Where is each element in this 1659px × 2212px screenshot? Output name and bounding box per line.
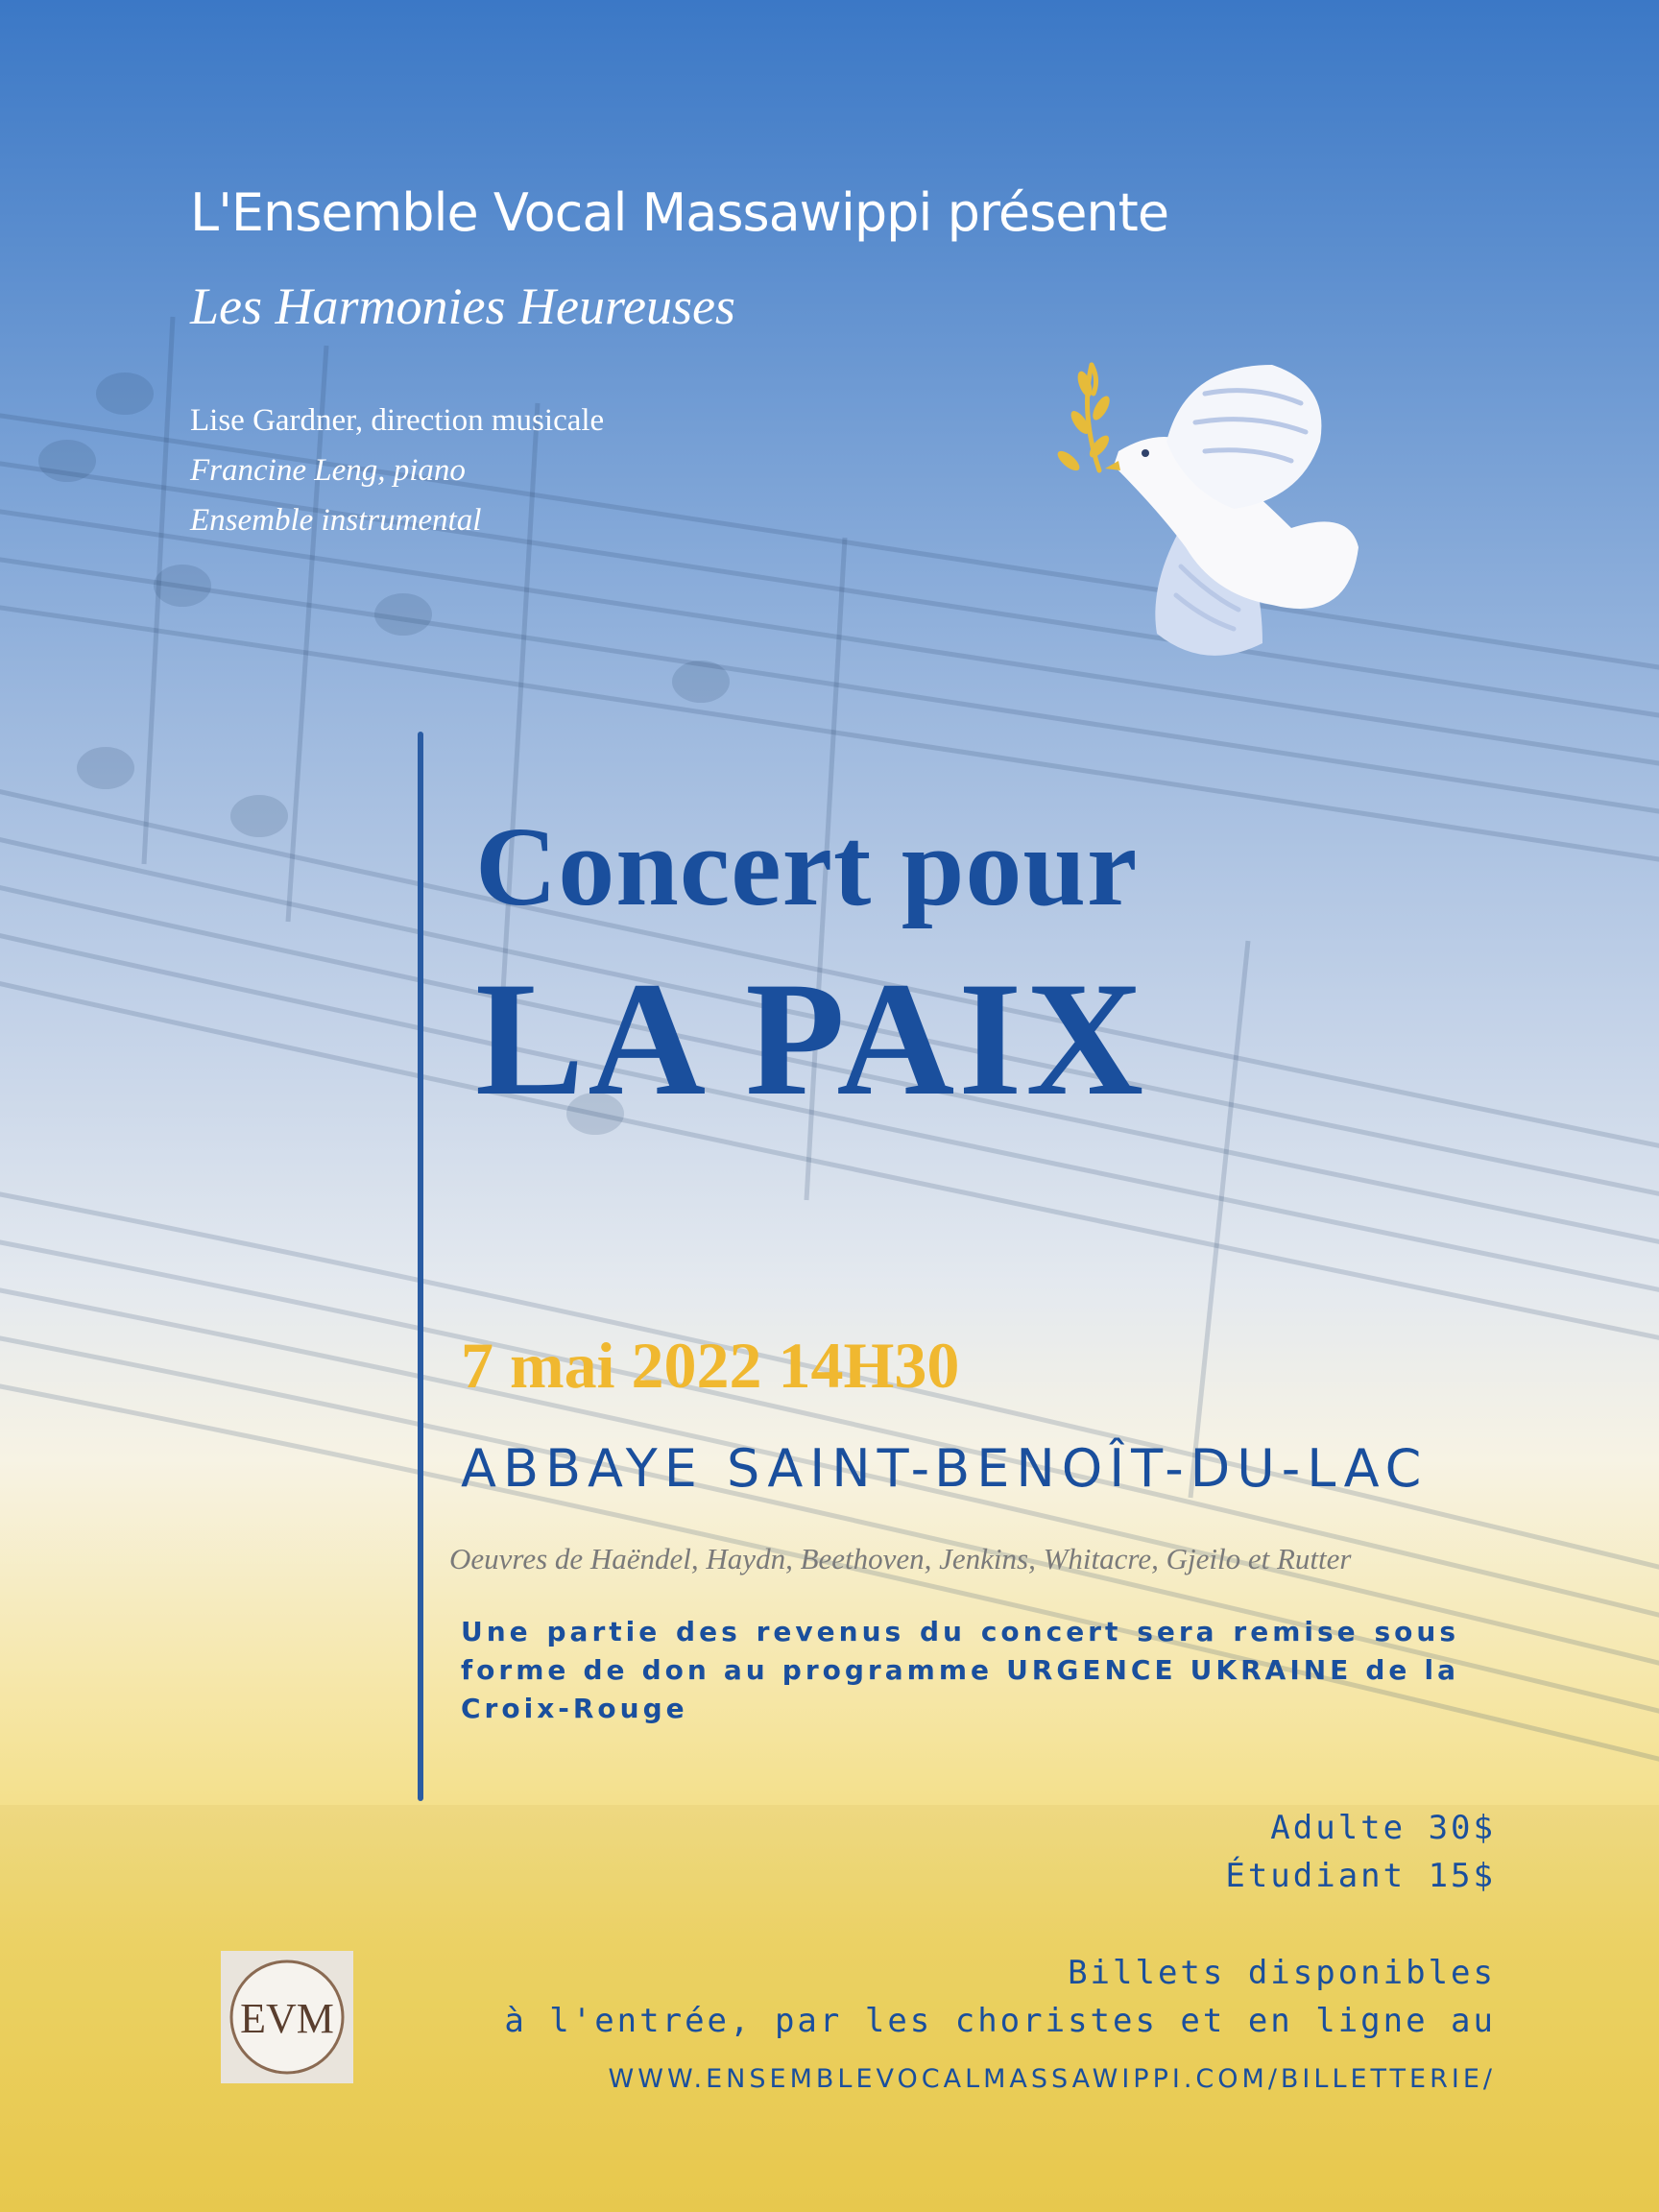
- dove-with-olive-branch-icon: [1042, 355, 1368, 672]
- price-student: Étudiant 15$: [1225, 1857, 1496, 1895]
- credit-ensemble: Ensemble instrumental: [190, 503, 482, 538]
- donation-note: Une partie des revenus du concert sera remise sous forme de don au programme URGENCE UKRAINE de la Croix-Rouge: [461, 1616, 1459, 1724]
- vertical-divider: [418, 732, 423, 1801]
- tickets-url-link[interactable]: WWW.ENSEMBLEVOCALMASSAWIPPI.COM/BILLETTERIE/: [608, 2064, 1496, 2094]
- credit-director: Lise Gardner, direction musicale: [190, 403, 605, 438]
- event-venue: ABBAYE SAINT-BENOÎT-DU-LAC: [461, 1438, 1429, 1499]
- logo-text: EVM: [240, 1995, 334, 2042]
- event-date-time: 7 mai 2022 14H30: [461, 1329, 960, 1402]
- credit-pianist: Francine Leng, piano: [190, 453, 466, 488]
- evm-logo-icon: [221, 1951, 353, 2083]
- price-adult: Adulte 30$: [1270, 1809, 1496, 1847]
- headline-la-paix: LA PAIX: [475, 949, 1148, 1129]
- headline-concert-pour: Concert pour: [475, 804, 1139, 929]
- choir-subtitle: Les Harmonies Heureuses: [190, 277, 735, 335]
- tickets-where: à l'entrée, par les choristes et en ligne au: [504, 2002, 1496, 2040]
- presenter-line: L'Ensemble Vocal Massawippi présente: [190, 182, 1169, 243]
- works-list: Oeuvres de Haëndel, Haydn, Beethoven, Jenkins, Whitacre, Gjeilo et Rutter: [449, 1542, 1352, 1575]
- tickets-heading: Billets disponibles: [1068, 1954, 1496, 1992]
